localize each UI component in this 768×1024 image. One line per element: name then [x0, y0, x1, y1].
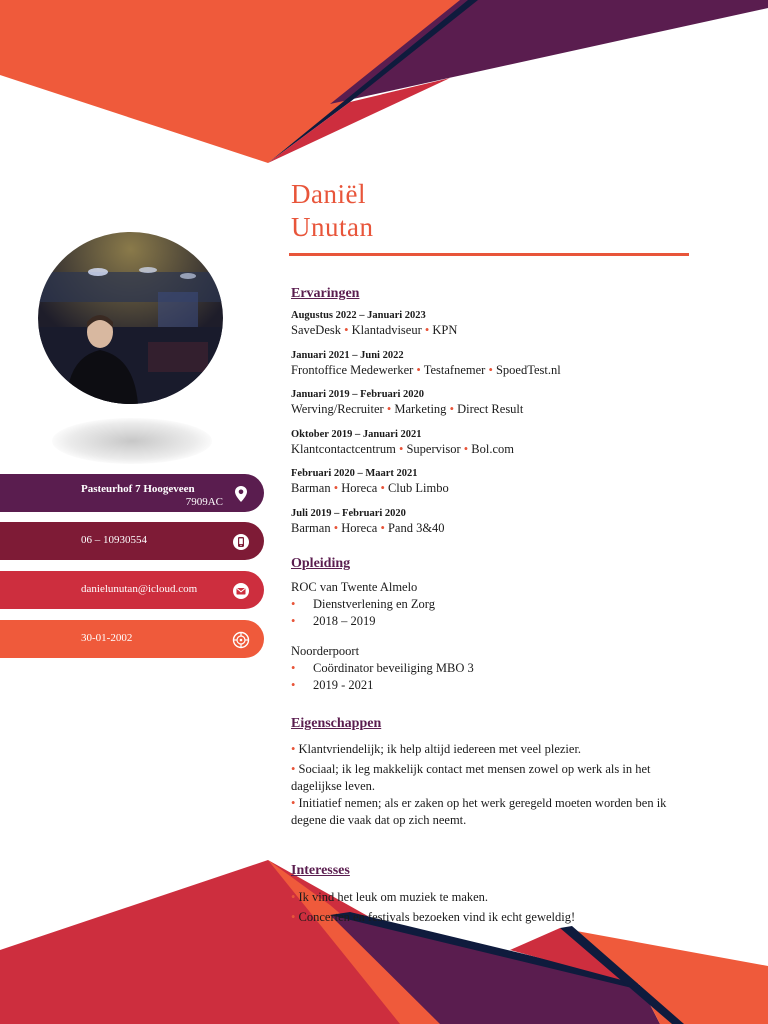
bullet-dot: •: [291, 910, 296, 924]
trait-text: Initiatief nemen; als er zaken op het werk geregeld moeten worden ben ik degene die vaak dat op zich neemt.: [291, 796, 667, 827]
experience-employer: Pand 3&40: [387, 521, 445, 535]
separator-dot: •: [344, 323, 349, 337]
experience-employer: SpoedTest.nl: [495, 363, 561, 377]
experience-company: Frontoffice Medewerker: [291, 363, 414, 377]
experience-role: [291, 481, 691, 496]
trait-item: [291, 761, 691, 795]
person-name: [291, 178, 373, 244]
email-address: danielunutan@icloud.com: [81, 583, 198, 595]
separator-dot: •: [380, 481, 385, 495]
section-title-traits: Eigenschappen: [291, 716, 382, 731]
experience-position: Supervisor: [406, 442, 461, 456]
experience-employer: Direct Result: [457, 402, 524, 416]
trait-text: Sociaal; ik leg makkelijk contact met mensen zowel op werk als in het dagelijkse leven.: [291, 762, 651, 793]
experience-role: [291, 442, 691, 457]
profile-photo: [38, 232, 223, 404]
school-name: Noorderpoort: [291, 644, 360, 658]
separator-dot: •: [424, 323, 430, 337]
envelope-icon: [232, 582, 250, 600]
education-bullet: [291, 661, 474, 676]
experience-employer: Bol.com: [471, 442, 514, 456]
contact-email: [0, 571, 264, 609]
contact-phone: [0, 522, 264, 560]
education-bullet: [291, 597, 435, 612]
experience-role: [291, 402, 691, 417]
separator-dot: •: [333, 521, 339, 535]
experience-role: [291, 521, 691, 536]
education-bullet: [291, 614, 376, 629]
experience-dates: Februari 2020 – Maart 2021: [291, 468, 418, 479]
bullet-dot: •: [291, 614, 296, 628]
experience-position: Horeca: [341, 481, 378, 495]
education-bullet-text: 2019 - 2021: [313, 678, 374, 692]
address-line1: Pasteurhof 7 Hoogeveen: [81, 483, 195, 495]
experience-company: Werving/Recruiter: [291, 402, 384, 416]
bullet-dot: •: [291, 597, 296, 611]
separator-dot: •: [333, 481, 339, 495]
experience-item: [291, 309, 691, 338]
experience-item: [291, 507, 691, 536]
experience-item: [291, 349, 691, 378]
experience-item: [291, 388, 691, 417]
bullet-dot: •: [291, 796, 296, 810]
section-title-experience: Ervaringen: [291, 286, 360, 301]
separator-dot: •: [449, 402, 454, 416]
experience-item: [291, 428, 691, 457]
bullet-dot: •: [291, 742, 296, 756]
separator-dot: •: [398, 442, 404, 456]
experience-employer: Club Limbo: [387, 481, 449, 495]
bullet-dot: •: [291, 762, 296, 776]
education-bullet: [291, 678, 373, 693]
experience-role: [291, 363, 691, 378]
experience-position: Testafnemer: [423, 363, 486, 377]
experience-dates: Januari 2019 – Februari 2020: [291, 389, 424, 400]
experience-position: Klantadviseur: [351, 323, 422, 337]
experience-dates: Oktober 2019 – Januari 2021: [291, 429, 422, 440]
experience-dates: Januari 2021 – Juni 2022: [291, 350, 404, 361]
interest-item: [291, 889, 691, 906]
birthdate: 30-01-2002: [81, 632, 133, 644]
separator-dot: •: [463, 442, 469, 456]
map-pin-icon: [232, 485, 250, 503]
phone-number: 06 – 10930554: [81, 534, 147, 546]
education-bullet-text: 2018 – 2019: [313, 614, 376, 628]
experience-item: [291, 467, 691, 496]
section-title-education: Opleiding: [291, 556, 351, 571]
interest-text: Concerten en festivals bezoeken vind ik echt geweldig!: [298, 910, 576, 924]
separator-dot: •: [380, 521, 385, 535]
school-name: ROC van Twente Almelo: [291, 580, 418, 594]
interest-item: [291, 909, 691, 926]
last-name: Unutan: [291, 212, 374, 242]
section-title-interests: Interesses: [291, 863, 350, 878]
phone-icon: [232, 533, 250, 551]
experience-dates: Juli 2019 – Februari 2020: [291, 508, 406, 519]
contact-birthdate: [0, 620, 264, 658]
experience-role: [291, 323, 691, 338]
address-line2: 7909AC: [185, 496, 223, 508]
first-name: Daniël: [291, 179, 366, 209]
trait-text: Klantvriendelijk; ik help altijd iedereen met veel plezier.: [298, 742, 582, 756]
contact-address: [0, 474, 264, 512]
experience-company: Barman: [291, 521, 331, 535]
photo-shadow: [52, 418, 212, 464]
separator-dot: •: [488, 363, 493, 377]
trait-item: [291, 795, 691, 829]
experience-company: SaveDesk: [291, 323, 341, 337]
bullet-dot: •: [291, 678, 296, 692]
bullet-dot: •: [291, 661, 296, 675]
birthday-icon: [232, 631, 250, 649]
experience-position: Marketing: [394, 402, 447, 416]
trait-item: [291, 741, 691, 758]
name-divider: [289, 253, 689, 256]
experience-company: Barman: [291, 481, 331, 495]
separator-dot: •: [386, 402, 392, 416]
education-bullet-text: Coördinator beveiliging MBO 3: [313, 661, 474, 675]
separator-dot: •: [416, 363, 421, 377]
bullet-dot: •: [291, 890, 296, 904]
interest-text: Ik vind het leuk om muziek te maken.: [298, 890, 489, 904]
experience-position: Horeca: [341, 521, 378, 535]
experience-dates: Augustus 2022 – Januari 2023: [291, 310, 426, 321]
experience-employer: KPN: [432, 323, 458, 337]
education-bullet-text: Dienstverlening en Zorg: [313, 597, 435, 611]
experience-company: Klantcontactcentrum: [291, 442, 396, 456]
